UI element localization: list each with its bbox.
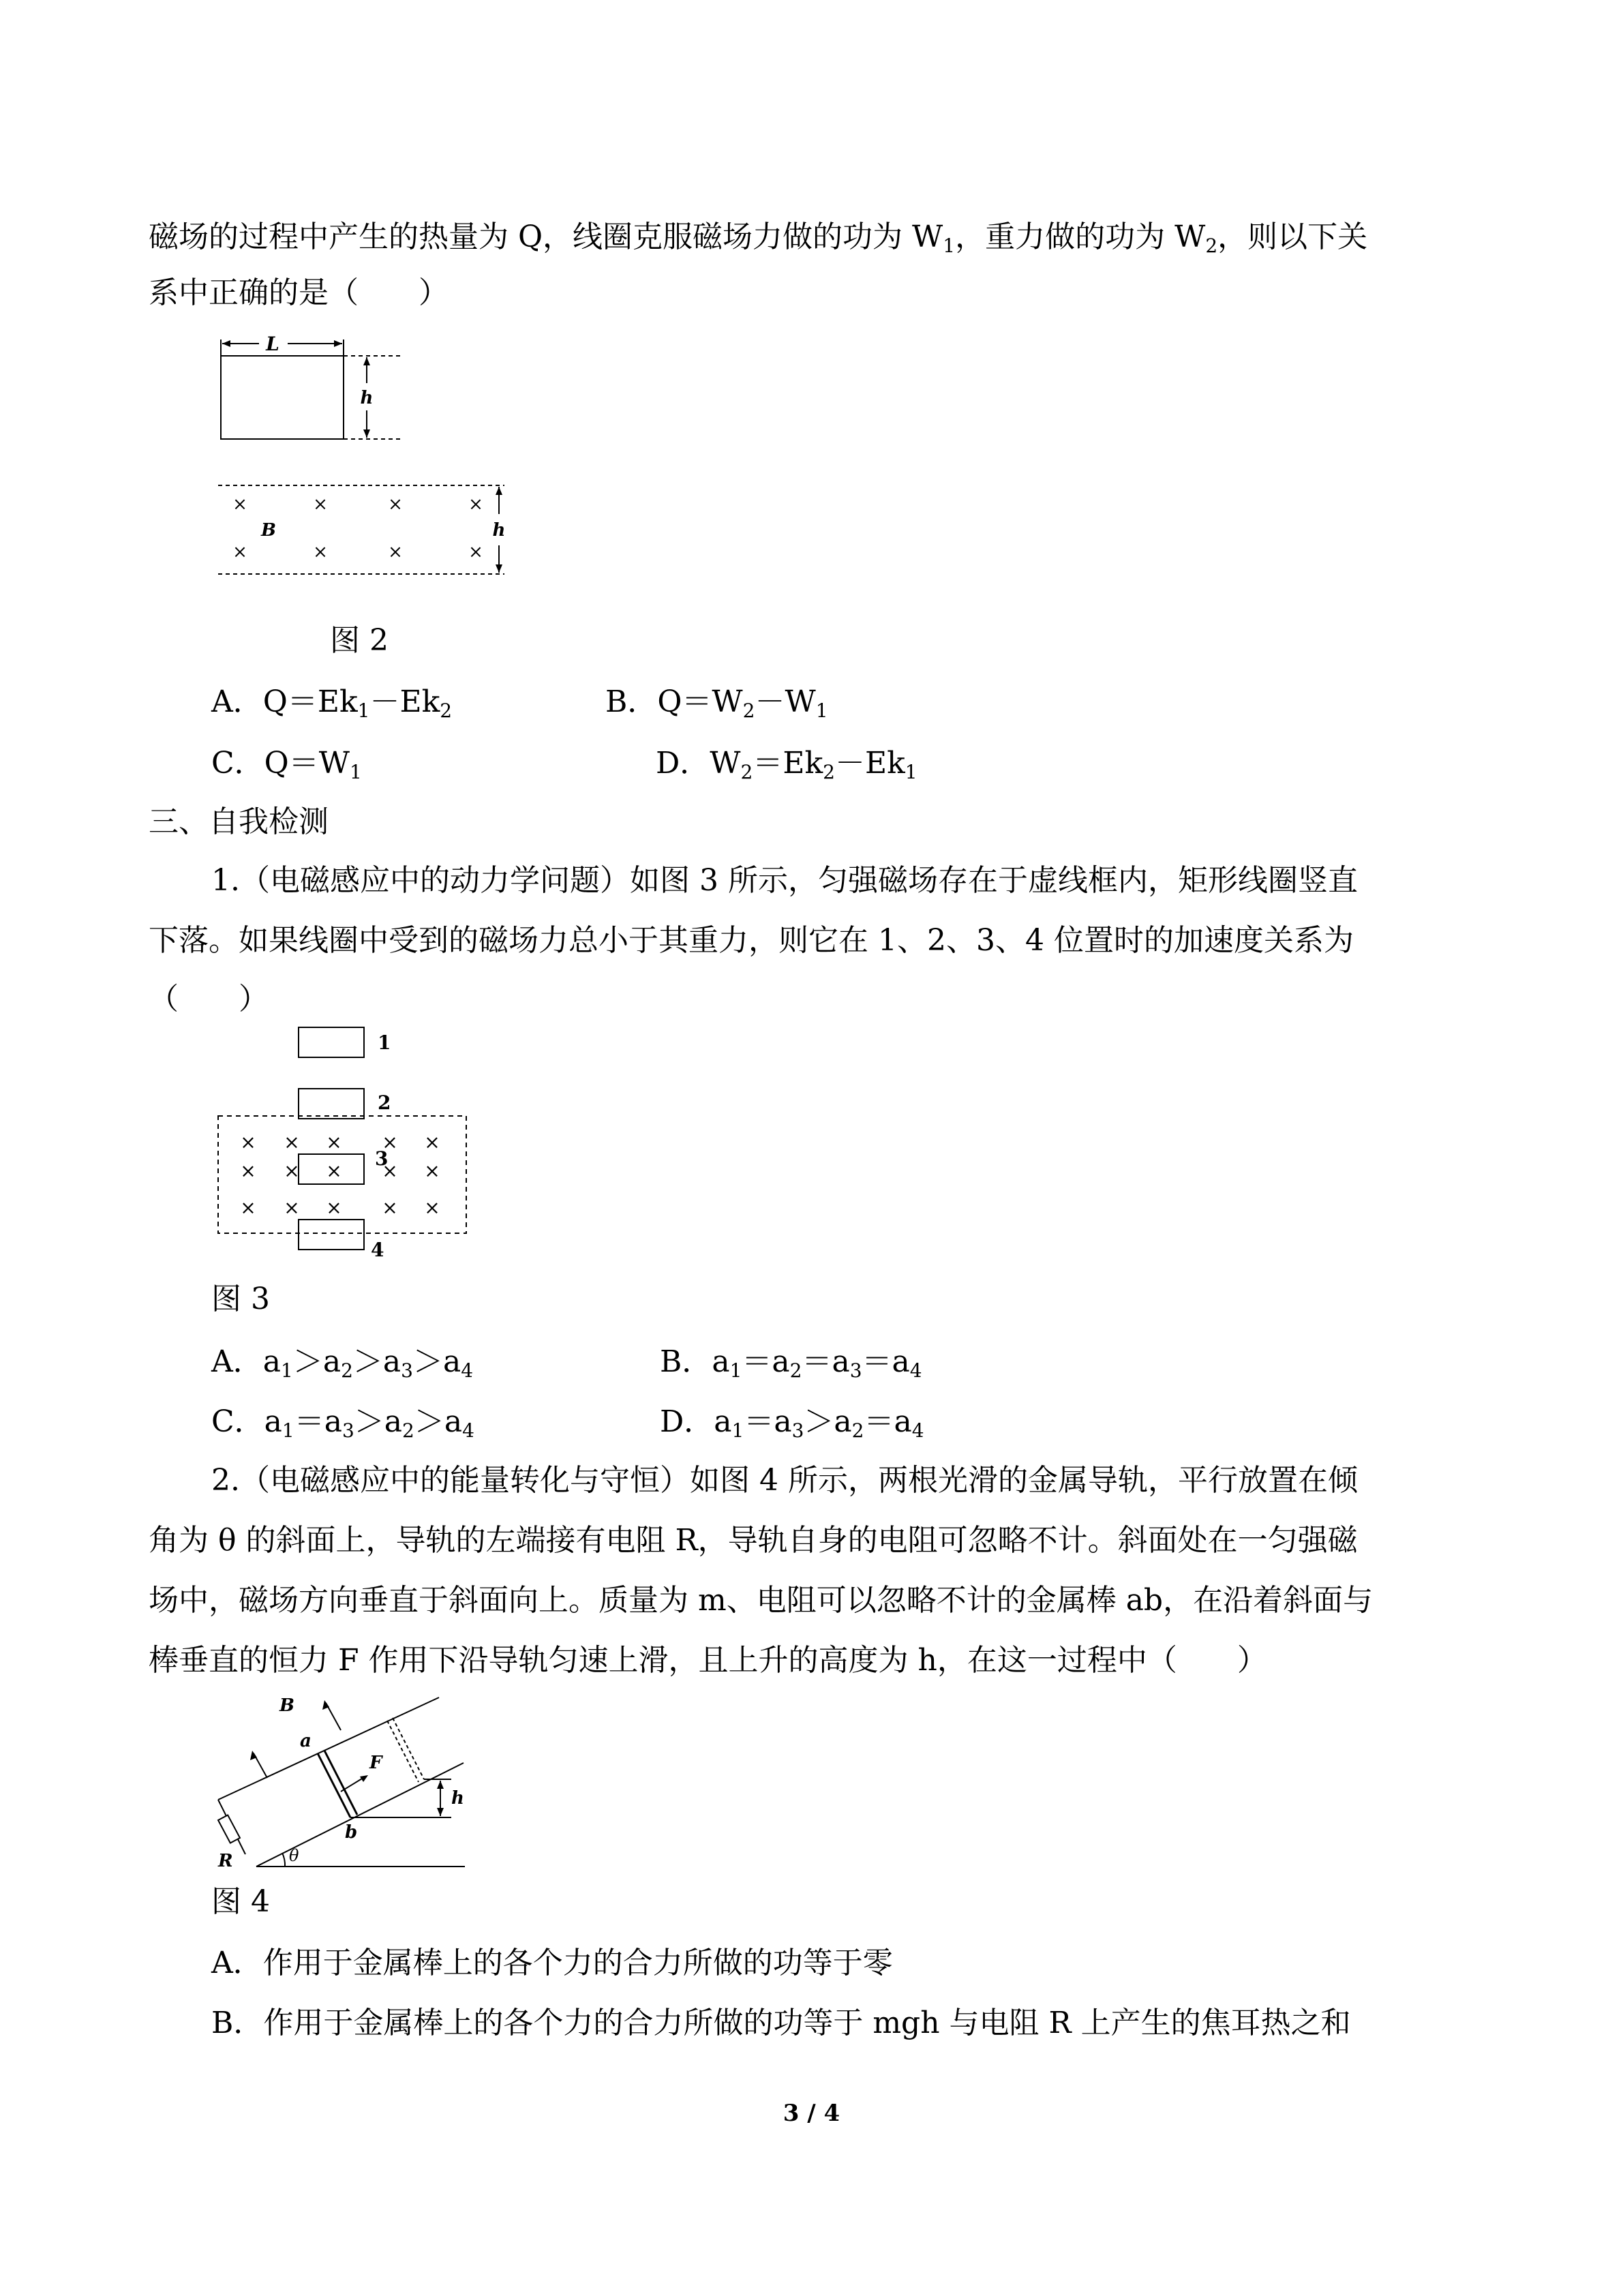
svg-text:1: 1 [378, 1031, 391, 1054]
question-text-line: 场中，磁场方向垂直于斜面向上。质量为 m、电阻可以忽略不计的金属棒 ab，在沿着斜面与 [149, 1583, 1374, 1618]
svg-text:×: × [382, 1196, 398, 1219]
svg-text:×: × [326, 1131, 342, 1153]
question-text-line: 下落。如果线圈中受到的磁场力总小于其重力，则它在 1、2、3、4 位置时的加速度关系为 [149, 923, 1354, 958]
label-h2: h [492, 520, 506, 541]
option-a: A．$Q=Ek_1-Ek_2$ [211, 684, 453, 722]
svg-text:a: a [300, 1731, 312, 1751]
svg-text:×: × [424, 1131, 440, 1153]
label-B: B [261, 520, 276, 541]
svg-text:×: × [424, 1196, 440, 1219]
option-b: B．$a_1=a_2=a_3=a_4$ [660, 1344, 922, 1382]
option-c: C．$a_1=a_3>a_2>a_4$ [211, 1404, 474, 1442]
svg-text:×: × [326, 1196, 342, 1219]
figure-4 [204, 1691, 477, 1875]
svg-text:×: × [240, 1131, 256, 1153]
svg-text:×: × [388, 494, 403, 515]
svg-text:2: 2 [378, 1091, 391, 1114]
svg-text:×: × [313, 494, 328, 515]
svg-text:F: F [369, 1753, 382, 1773]
label-L: L [266, 333, 279, 355]
figure-4-caption: 图 4 [211, 1884, 270, 1919]
svg-text:R: R [218, 1851, 233, 1871]
svg-text:×: × [284, 1196, 300, 1219]
page-number: 3 / 4 [783, 2100, 840, 2127]
svg-text:b: b [345, 1822, 358, 1843]
option-d: D．$W_2=Ek_2-Ek_1$ [656, 746, 917, 783]
svg-text:×: × [388, 542, 403, 562]
svg-text:4: 4 [371, 1239, 384, 1261]
question-text-line: 磁场的过程中产生的热量为 Q，线圈克服磁场力做的功为 $W_1$，重力做的功为 $W_2$，则以下关 [149, 220, 1368, 257]
question-text-line: 1.（电磁感应中的动力学问题）如图 3 所示，匀强磁场存在于虚线框内，矩形线圈竖直 [211, 863, 1358, 898]
option-b: B．作用于金属棒上的各个力的合力所做的功等于 mgh 与电阻 R 上产生的焦耳热之和 [211, 2006, 1351, 2040]
figure-2 [204, 327, 518, 586]
svg-text:×: × [284, 1160, 300, 1182]
section-title: 三、自我检测 [149, 804, 329, 839]
svg-text:×: × [382, 1131, 398, 1153]
svg-text:×: × [240, 1160, 256, 1182]
question-text-line: 系中正确的是（ ） [149, 275, 449, 310]
question-text-line: 角为 θ 的斜面上，导轨的左端接有电阻 R，导轨自身的电阻可忽略不计。斜面处在一匀强磁 [149, 1523, 1358, 1558]
svg-text:θ: θ [289, 1846, 299, 1865]
label-h: h [360, 388, 374, 408]
question-text-line: 2.（电磁感应中的能量转化与守恒）如图 4 所示，两根光滑的金属导轨，平行放置在倾 [211, 1463, 1358, 1498]
svg-text:3: 3 [375, 1147, 389, 1170]
svg-text:×: × [313, 542, 328, 562]
svg-text:h: h [451, 1788, 464, 1809]
svg-text:×: × [232, 542, 247, 562]
option-a: A．$a_1>a_2>a_3>a_4$ [211, 1344, 474, 1382]
question-text-line: 棒垂直的恒力 F 作用下沿导轨匀速上滑，且上升的高度为 h，在这一过程中（ ） [149, 1643, 1267, 1678]
option-b: B．$Q=W_2-W_1$ [605, 684, 828, 722]
svg-text:×: × [232, 494, 247, 515]
figure-3-caption: 图 3 [211, 1282, 270, 1316]
svg-text:×: × [468, 542, 483, 562]
svg-text:×: × [468, 494, 483, 515]
figure-2-caption: 图 2 [330, 623, 389, 658]
svg-text:×: × [284, 1131, 300, 1153]
svg-text:×: × [424, 1160, 440, 1182]
option-a: A．作用于金属棒上的各个力的合力所做的功等于零 [211, 1946, 893, 1980]
question-text-line: （ ） [149, 982, 269, 1016]
figure-3 [204, 1019, 491, 1271]
svg-text:×: × [240, 1196, 256, 1219]
option-d: D．$a_1=a_3>a_2=a_4$ [660, 1404, 924, 1442]
svg-text:×: × [326, 1160, 342, 1182]
svg-text:B: B [279, 1695, 294, 1716]
svg-text:×: × [382, 1160, 398, 1182]
option-c: C．$Q=W_1$ [211, 746, 362, 783]
